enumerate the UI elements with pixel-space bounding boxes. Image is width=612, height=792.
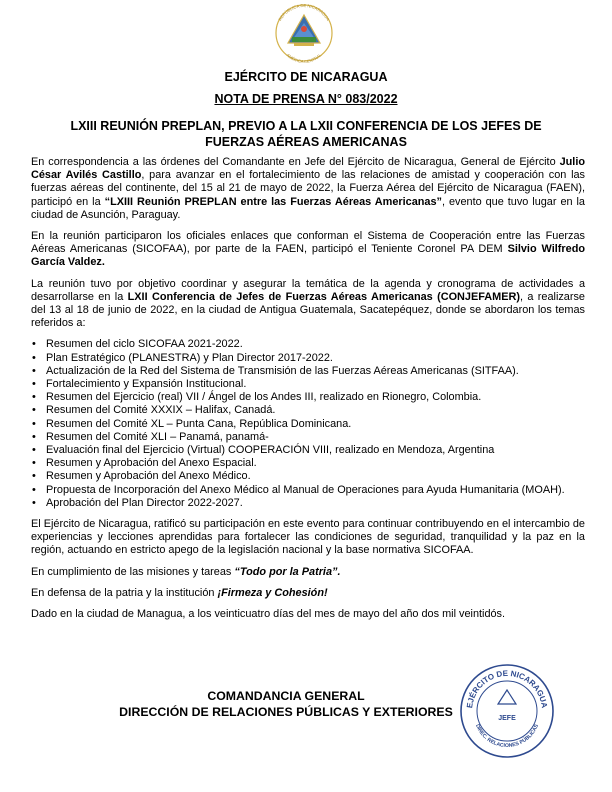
paragraph-ratification: El Ejército de Nicaragua, ratificó su participación en este evento para continuar contribuyendo en el intercambio de experiencias y lecciones aprendidas para fortalecer las condiciones de seguridad, tranquilidad y la paz en la región, actuando en estricto apego de la legislación nacional y la base normativa SICOFAA. [31, 518, 585, 557]
svg-text:EJÉRCITO DE NICARAGUA: EJÉRCITO DE NICARAGUA [465, 668, 549, 709]
paragraph-intro: En correspondencia a las órdenes del Comandante en Jefe del Ejército de Nicaragua, General de Ejército Julio César Avilés Castillo, para avanzar en el fortalecimiento de las relaciones de amistad y cooperación con las fuerzas aéreas del continente, del 15 al 21 de mayo de 2022, la Fuerza Aérea del Ejército de Nicaragua (FAEN), participó en la “LXIII Reunión PREPLAN entre las Fuerzas Aéreas Americanas”, evento que tuvo lugar en la ciudad de Asunción, Paraguay. [31, 156, 585, 221]
press-release-body [31, 156, 585, 629]
list-item: • Propuesta de Incorporación del Anexo Médico al Manual de Operaciones para Ayuda Humanitaria (MOAH). [31, 484, 585, 497]
list-item: • Resumen del ciclo SICOFAA 2021-2022. [31, 338, 585, 351]
list-item: • Actualización de la Red del Sistema de Transmisión de las Fuerzas Aéreas Americanas (SITFAA). [31, 365, 585, 378]
paragraph-motto-1: En cumplimiento de las misiones y tareas “Todo por la Patria”. [31, 565, 341, 578]
svg-text:JEFE: JEFE [498, 715, 516, 722]
organization-heading: EJÉRCITO DE NICARAGUA [224, 70, 388, 84]
list-item: • Plan Estratégico (PLANESTRA) y Plan Director 2017-2022. [31, 352, 585, 365]
list-item: • Resumen y Aprobación del Anexo Médico. [31, 470, 585, 483]
coat-of-arms-seal-icon [268, 3, 340, 63]
list-item: • Resumen y Aprobación del Anexo Espacial. [31, 457, 585, 470]
topics-list [31, 338, 585, 510]
list-item: • Evaluación final del Ejercicio (Virtual) COOPERACIÓN VIII, realizado en Mendoza, Argentina [31, 444, 585, 457]
list-item: • Fortalecimiento y Expansión Institucional. [31, 378, 585, 391]
list-item: • Resumen del Comité XL – Punta Cana, República Dominicana. [31, 418, 585, 431]
svg-text:REPÚBLICA DE NICARAGUA: REPÚBLICA DE NICARAGUA [277, 3, 331, 22]
list-item: • Resumen del Ejercicio (real) VII / Ángel de los Andes III, realizado en Rionegro, Colombia. [31, 391, 585, 404]
svg-text:DIREC. RELACIONES PÚBLICAS: DIREC. RELACIONES PÚBLICAS [473, 723, 541, 750]
list-item: • Aprobación del Plan Director 2022-2027. [31, 497, 585, 510]
paragraph-participants: En la reunión participaron los oficiales enlaces que conforman el Sistema de Cooperación entre las Fuerzas Aéreas Americanas (SICOFAA), por parte de la FAEN, participó el Teniente Coronel PA DEM Silvio Wilfredo García Valdez. [31, 230, 586, 269]
press-note-number: NOTA DE PRENSA N° 083/2022 [214, 92, 398, 106]
list-item: • Resumen del Comité XXXIX – Halifax, Canadá. [31, 404, 585, 417]
signature-line-1: COMANDANCIA GENERAL [207, 689, 365, 703]
press-release-title: LXIII REUNIÓN PREPLAN, PREVIO A LA LXII CONFERENCIA DE LOS JEFES DE FUERZAS AÉREAS AMERICANAS [70, 119, 542, 149]
paragraph-date-place: Dado en la ciudad de Managua, a los veinticuatro días del mes de mayo del año dos mil veintidós. [31, 608, 506, 621]
svg-text:AMÉRICA CENTRAL: AMÉRICA CENTRAL [285, 52, 323, 63]
paragraph-motto-2: En defensa de la patria y la institución ¡Firmeza y Cohesión! [31, 586, 328, 599]
official-stamp-icon [458, 662, 556, 760]
signature-line-2: DIRECCIÓN DE RELACIONES PÚBLICAS Y EXTERIORES [119, 705, 453, 719]
list-item: • Resumen del Comité XLI – Panamá, panamá- [31, 431, 585, 444]
paragraph-objective: La reunión tuvo por objetivo coordinar y asegurar la temática de la agenda y cronograma de actividades a desarrollarse en la LXII Conferencia de Jefes de Fuerzas Aéreas Americanas (CONJEFAMER), a realizarse del 13 al 18 de junio de 2022, en la ciudad de Antigua Guatemala, Sacatepéquez, donde se abordaron los temas referidos a: [31, 277, 585, 330]
